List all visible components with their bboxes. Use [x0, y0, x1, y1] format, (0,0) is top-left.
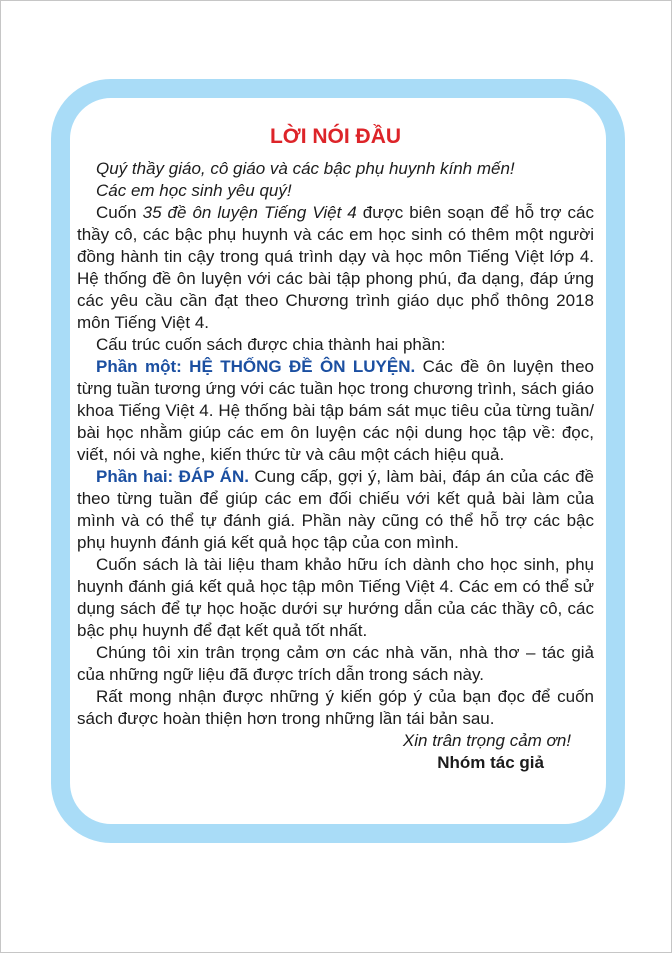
signature-thanks: Xin trân trọng cảm ơn! — [402, 731, 571, 750]
book-title: 35 đề ôn luyện Tiếng Việt 4 — [142, 203, 357, 222]
intro-paragraph — [77, 202, 594, 334]
preface-title: LỜI NÓI ĐẦU — [269, 125, 402, 148]
part-two-heading: Phần hai: ĐÁP ÁN. — [96, 467, 249, 486]
part-one-heading: Phần một: HỆ THỐNG ĐỀ ÔN LUYỆN. — [96, 357, 416, 376]
greeting-line-teachers: Quý thầy giáo, cô giáo và các bậc phụ huynh kính mến! — [96, 159, 515, 178]
rounded-border-frame — [51, 79, 625, 843]
greeting-line-students: Các em học sinh yêu quý! — [96, 181, 292, 200]
structure-intro: Cấu trúc cuốn sách được chia thành hai phần: — [96, 335, 446, 354]
signature-author: Nhóm tác giả — [437, 753, 544, 772]
reference-paragraph: Cuốn sách là tài liệu tham khảo hữu ích dành cho học sinh, phụ huynh đánh giá kết quả học tập môn Tiếng Việt 4. Các em có thể sử dụng sách để tự học hoặc dưới sự hướng dẫn của các thầy cô, các bậc phụ huynh để đạt kết quả tốt nhất. — [77, 555, 594, 640]
feedback-paragraph: Rất mong nhận được những ý kiến góp ý của bạn đọc để cuốn sách được hoàn thiện hơn trong những lần tái bản sau. — [77, 687, 594, 728]
authors-thanks-paragraph: Chúng tôi xin trân trọng cảm ơn các nhà văn, nhà thơ – tác giả của những ngữ liệu đã được trích dẫn trong sách này. — [77, 643, 594, 684]
preface-content — [70, 98, 606, 824]
intro-text-post: được biên soạn để hỗ trợ các thầy cô, các bậc phụ huynh và các em học sinh có thêm một người đồng hành tin cậy trong quá trình dạy và học môn Tiếng Việt lớp 4. Hệ thống đề ôn luyện với các bài tập phong phú, đa dạng, đáp ứng các yêu cầu cần đạt theo Chương trình giáo dục phổ thông 2018 môn Tiếng Việt 4. — [77, 203, 594, 332]
intro-text-pre: Cuốn — [96, 203, 143, 222]
part-two-paragraph — [77, 466, 594, 554]
part-one-text: Các đề ôn luyện theo từng tuần tương ứng với các tuần học trong chương trình, sách giáo khoa Tiếng Việt 4. Hệ thống bài tập bám sát mục tiêu của từng tuần/ bài học nhằm giúp các em ôn luyện các nội dung học tập về: đọc, viết, nói và nghe, kiến thức từ và câu một cách hiệu quả. — [77, 357, 594, 464]
part-two-text: Cung cấp, gợi ý, làm bài, đáp án của các đề theo từng tuần để giúp các em đối chiếu với kết quả bài làm của mình và có thể tự đánh giá. Phần này cũng có thể hỗ trợ các bậc phụ huynh đánh giá kết quả học tập của con mình. — [77, 467, 594, 552]
part-one-paragraph — [77, 356, 594, 466]
